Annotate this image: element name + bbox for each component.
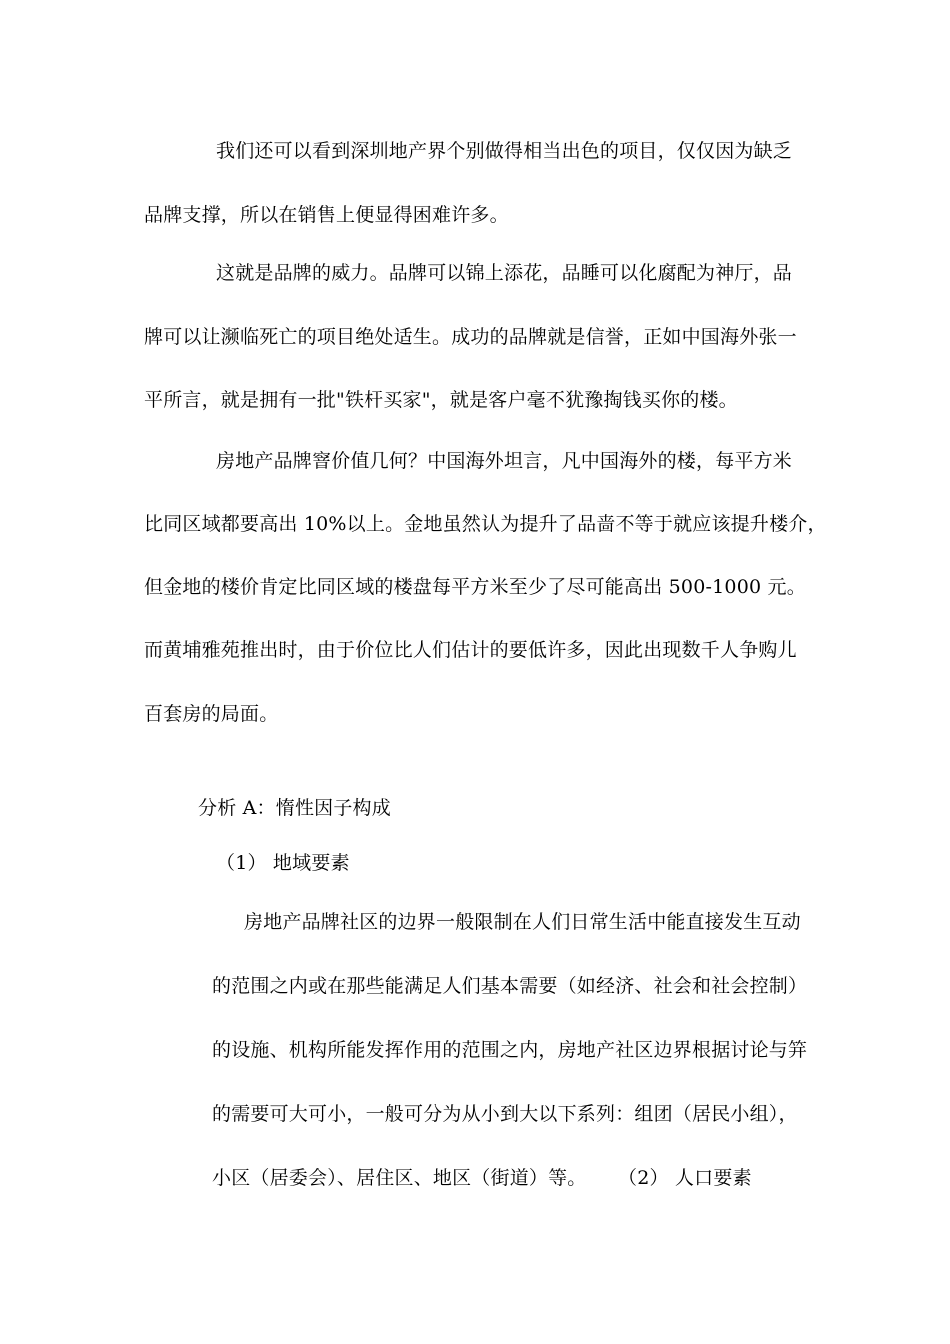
paragraph-4-line-5: 小区（居委会）、居住区、地区（街道）等。 (212, 1167, 587, 1189)
paragraph-4-line-4: 的需要可大可小，一般可分为从小到大以下系列：组团（居民小组）， (212, 1103, 798, 1125)
paragraph-2-line-3: 平所言，就是拥有一批"铁杆买家"，就是客户毫不犹豫掏钱买你的楼。 (144, 389, 738, 411)
paragraph-2-line-2: 牌可以让濒临死亡的项目绝处适生。成功的品牌就是信誉，正如中国海外张一 (144, 326, 797, 348)
paragraph-4-line-3: 的设施、机构所能发挥作用的范围之内，房地产社区边界根据讨论与笄 (212, 1039, 808, 1061)
paragraph-4-line-2: 的范围之内或在那些能满足人们基本需要（如经济、社会和社会控制） (212, 975, 808, 997)
paragraph-3-line-2: 比同区域都要高出 10%以上。金地虽然认为提升了品啬不等于就应该提升楼介， (144, 513, 827, 535)
paragraph-3-line-4: 而黄埔雅苑推出时，由于价位比人们估计的要低许多，因此出现数千人争购儿 (144, 639, 797, 661)
subheading-regional-factors: （1） 地域要素 (216, 852, 350, 874)
paragraph-3-line-1: 房地产品牌窨价值几何？中国海外坦言，凡中国海外的楼，每平方米 (216, 450, 793, 472)
paragraph-1-line-1: 我们还可以看到深圳地产界个别做得相当出色的项目，仅仅因为缺乏 (216, 140, 793, 162)
subheading-population-factors: （2） 人口要素 (618, 1167, 752, 1189)
section-heading: 分析 A：惰性因子构成 (198, 797, 391, 819)
paragraph-2-line-1: 这就是品牌的威力。品牌可以锦上添花，品睡可以化腐配为神厅，品 (216, 262, 793, 284)
paragraph-3-line-3: 但金地的楼价肯定比同区域的楼盘每平方米至少了尽可能高出 500-1000 元。 (144, 576, 806, 598)
paragraph-1-line-2: 品牌支撑，所以在销售上便显得困难许多。 (144, 204, 509, 226)
paragraph-3-line-5: 百套房的局面。 (144, 703, 279, 725)
paragraph-4-line-1: 房地产品牌社区的边界一般限制在人们日常生活中能直接发生互动 (244, 911, 801, 933)
